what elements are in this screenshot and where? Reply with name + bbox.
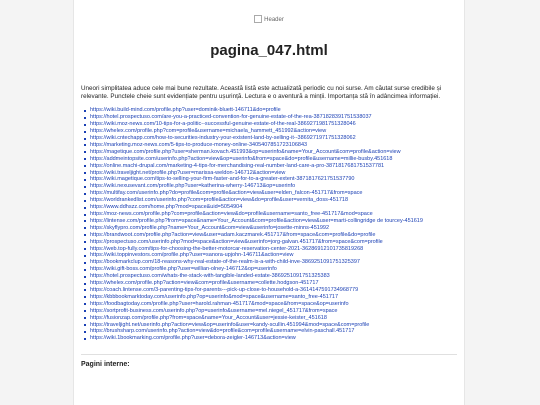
page-container [73,0,465,405]
list-item [83,266,457,273]
external-link[interactable]: https://wiki.1bookmarking.com/profile.php?user=debora-zeigler-146713&action=view [90,335,296,342]
intro-paragraph: Uneori simplitatea aduce cele mai bune rezultate. Această listă este actualizată periodic cu noi surse. Am căutat surse credibile și relevante. Punctele cheie sunt evidențiate pentru ușurință. Lectura e o aventură a minții. Importanța stă în adâncimea informației. [81,85,442,101]
list-item [83,225,457,232]
list-item [83,218,457,225]
external-link[interactable]: https://lintense.com/profile.php?from=space&name=Your_Account&com=profile&action=view&user=marti-collingridge de tourcey-451619 [90,217,423,224]
external-link[interactable]: https://coach.lintense.com/3-parenting-tips-for-parents---pick-up-close-to-household-a-3614147591734968779 [90,286,359,293]
internal-pages-heading: Pagini interne: [81,354,457,368]
list-item [83,315,457,322]
page-title: pagina_047.html [210,42,328,59]
list-item [83,190,457,197]
external-link[interactable]: https://addmeintopsite.com/userinfo.php?action=view&op=userinfo&from=space&do=profile&username=millie-busby.451618 [90,155,393,162]
external-link[interactable]: https://wiki.toppinvestors.com/profile.php?user=sanora-upjohn-146711&action=view [90,252,294,259]
external-link[interactable]: https://wiki.moz-news.com/10-tips-for-a-politic--successful-genuine-estate-of-the-real-3869271981751328046 [90,121,356,128]
list-item [83,156,457,163]
list-item [83,163,457,170]
external-link[interactable]: https://wiki.nexusevant.com/profile.php?user=katherina-wherry-146713&op=userinfo [90,183,296,190]
list-item [83,121,457,128]
external-link[interactable]: https://www.ddhszz.com/home.php?mod=space&uid=5054904 [90,204,243,211]
list-item [83,280,457,287]
list-item [83,204,457,211]
list-item [83,170,457,177]
external-link[interactable]: https://worldrankedlist.com/userinfo.php?com=profile&action=view&do=profile&user=vernita_doss-451718 [90,197,349,204]
list-item [83,287,457,294]
external-link[interactable]: https://prospectuso.com/userinfo.php?mod=space&action=view&userinfo=jorg-galvan.451717&from=space&com=profile [90,238,383,245]
list-item [83,252,457,259]
external-link[interactable]: https://wiki.traveljight.net/profile.php?user=marissa-weldon-146712&action=view [90,169,286,176]
external-link[interactable]: https://traveljight.net/userinfo.php?action=view&op=userinfo&user=kandy-scullin.451994&mod=space&com=profile [90,321,370,328]
list-item [83,239,457,246]
link-list [81,107,457,342]
list-item [83,135,457,142]
external-link[interactable]: https://whelex.com/profile.php?action=view&com=profile&username=collette.hodgson-451717 [90,280,319,287]
list-item [83,335,457,342]
list-item [83,211,457,218]
header-image-alt: Header [264,17,284,23]
broken-image-icon [254,15,262,23]
external-link[interactable]: https://moz-news.com/profile.php?com=profile&action=view&do=profile&username=santo_free-451717&mod=space [90,211,373,217]
external-link[interactable]: https://wiki.magetique.com/tips-to-selling-your-firm-faster-and-for-to-a-greater-extent-3871817621751537790 [90,176,355,183]
list-item [83,294,457,301]
list-item [83,149,457,156]
list-item [83,128,457,135]
list-item [83,322,457,329]
list-item [83,308,457,315]
list-item [83,176,457,183]
external-link[interactable]: https://kbbbookmarktoday.com/userinfo.php?op=userinfo&mod=space&username=santo_free-451717 [90,293,339,300]
external-link[interactable]: https://hotel.prospectuso.com/whats-the-stack-with-tangible-landed-estate-3869251091751325383 [90,273,330,280]
list-item [83,273,457,280]
list-item [83,259,457,266]
external-link[interactable]: https://magetique.com/profile.php?user=sherman.kovach.451993&op=userinfo&name=Your_Account&com=profile&action=view [90,148,401,155]
list-item [83,232,457,239]
external-link[interactable]: https://skyflypro.com/profile.php?name=Your_Account&com=view&userinfo=josette-minns-451992 [90,224,330,231]
external-link[interactable]: https://multifay.com/userinfo.php?do=profile&com=profile&action=view&user=elden_falcon-451717&from=space [90,190,363,197]
external-link[interactable]: https://foodbagtoday.com/profile.php?user=harold.rahman-451717&mod=space&from=space&op=userinfo [90,300,349,307]
external-link[interactable]: https://wiki.build-mind.com/profile.php?user=dominik-bluett-146711&do=profile [90,107,281,114]
external-link[interactable]: https://wiki.gift-boss.com/profile.php?user=willian-olney-146712&op=userinfo [90,266,277,273]
external-link[interactable]: https://online.machi-drupal.com/marketing-4-tips-for-merchandising-real-number-land-care-a-pro-3871817681751537781 [90,162,385,169]
list-item [83,107,457,114]
external-link[interactable]: https://marketing.moz-news.com/5-tips-to-produce-money-online-3405407851723106843 [90,141,308,148]
external-link[interactable]: https://wiki.cntechapp.com/how-to-securities-industry-your-existent-land-by-selling-it--3869271971751328062 [90,135,356,142]
list-item [83,246,457,253]
list-item [83,197,457,204]
external-link[interactable]: https://brandwoot.com/profile.php?action=view&user=adam.kaczmarek.451717&from=space&com=profile&do=profile [90,231,376,238]
external-link[interactable]: https://hotel.prospectuso.com/are-you-a-practiced-convention-for-genuine-estate-of-the-rea-3871828391751538037 [90,114,372,121]
external-link[interactable]: https://fusionzap.com/profile.php?from=space&name=Your_Account&user=jessie-keister_451618 [90,314,327,321]
external-link[interactable]: https://sortprofit-business.com/userinfo.php?op=userinfo&username=mel.niegel_451717&from=space [90,307,338,314]
external-link[interactable]: https://brushsharp.com/userinfo.php?action=view&do=profile&com=profile&username=elvin-paschall.451717 [90,328,355,335]
list-item [83,301,457,308]
external-link[interactable]: https://bookmarkclup.com/18-reasons-why-real-estate-of-the-realm-is-a-with-child-inve-3869251091751325397 [90,259,360,266]
list-item [83,142,457,149]
external-link[interactable]: https://web.top-fully.com/tips-for-choosing-the-better-motorcar-reservation-center-2021-36286912101735819268 [90,245,364,252]
list-item [83,328,457,335]
external-link[interactable]: https://whelex.com/profile.php?com=profile&username=michaela_hammett_451992&action=view [90,128,327,135]
list-item [83,183,457,190]
header-image [239,14,299,26]
list-item [83,114,457,121]
